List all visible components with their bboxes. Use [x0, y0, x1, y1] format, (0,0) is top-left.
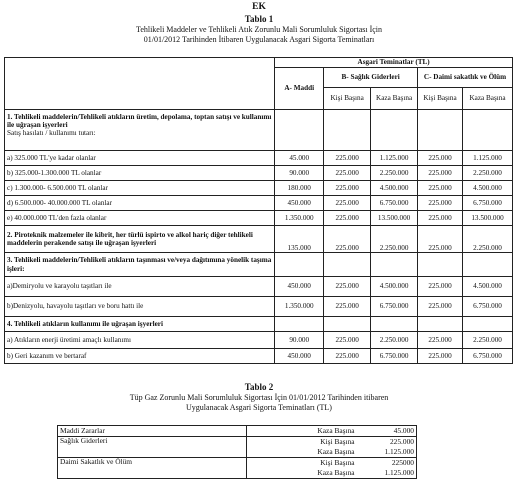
cell-daimi-kisi-value: 225000	[357, 458, 417, 469]
cell-c-kaza: 6.750.000	[463, 297, 513, 317]
cell-c-kisi: 225.000	[418, 196, 463, 211]
table1-title: Tablo 1	[244, 14, 274, 24]
cell-c-kaza: 2.250.000	[463, 226, 513, 253]
cell-maddi: 90.000	[275, 332, 324, 349]
section1-subheading: Satış hasılatı / kullanımı tutarı:	[7, 129, 96, 138]
cell-c-kisi: 225.000	[418, 332, 463, 349]
cell-b-kisi: 225.000	[324, 166, 371, 181]
cell-maddi: 450.000	[275, 349, 324, 364]
header-daimi: C- Daimi sakatlık ve Ölüm	[418, 68, 513, 88]
row-label: b) 325.000-1.300.000 TL olanlar	[5, 166, 275, 181]
cell-c-kisi: 225.000	[418, 211, 463, 226]
cell-b-kisi: 225.000	[324, 196, 371, 211]
table1-subtitle	[0, 25, 518, 44]
cell-maddi: 1.350.000	[275, 211, 324, 226]
cell-b-kaza: 2.250.000	[371, 226, 418, 253]
table2-title: Tablo 2	[244, 382, 274, 392]
row-label: a)Demiryolu ve karayolu taşıtları ile	[5, 277, 275, 297]
cell-c-kisi: 225.000	[418, 349, 463, 364]
header-maddi: A- Maddi	[275, 68, 324, 110]
cell-c-kaza: 6.750.000	[463, 349, 513, 364]
table2-subtitle	[0, 393, 518, 412]
header-c-kaza: Kaza Başına	[463, 88, 513, 110]
cell-c-kaza: 6.750.000	[463, 196, 513, 211]
cell-daimi-kisi-label: Kişi Başına	[247, 458, 357, 469]
section3-title: 3. Tehlikeli maddelerin/Tehlikeli atıkların taşınması ve/veya dağıtımına yönelik taşıma işleri:	[5, 253, 275, 277]
cell-c-kaza: 2.250.000	[463, 166, 513, 181]
table2	[57, 425, 417, 479]
table-row	[5, 349, 513, 364]
table-row	[58, 437, 417, 448]
cell-c-kaza: 4.500.000	[463, 277, 513, 297]
cell-daimi-kaza-value: 1.125.000	[357, 468, 417, 479]
row-label: a) Atıkların enerji üretimi amaçlı kullanımı	[5, 332, 275, 349]
table-row	[5, 226, 513, 253]
cell-b-kaza: 1.125.000	[371, 151, 418, 166]
cell-saglik-kaza-label: Kaza Başına	[247, 447, 357, 458]
section1-title	[5, 110, 275, 151]
cell-b-kisi: 225.000	[324, 297, 371, 317]
cell-c-kisi: 225.000	[418, 181, 463, 196]
row-label: c) 1.300.000- 6.500.000 TL olanlar	[5, 181, 275, 196]
cell-maddi: 135.000	[275, 226, 324, 253]
header-c-kisi: Kişi Başına	[418, 88, 463, 110]
header-b-kaza: Kaza Başına	[371, 88, 418, 110]
cell-maddi: 450.000	[275, 277, 324, 297]
cell-b-kaza: 13.500.000	[371, 211, 418, 226]
table-row	[58, 458, 417, 469]
cell-b-kaza: 6.750.000	[371, 196, 418, 211]
table-row	[5, 196, 513, 211]
cell-maddi-kaza-label: Kaza Başına	[247, 426, 357, 437]
cell-c-kisi: 225.000	[418, 166, 463, 181]
row-label: a) 325.000 TL'ye kadar olanlar	[5, 151, 275, 166]
table1	[4, 57, 513, 364]
cell-maddi: 450.000	[275, 196, 324, 211]
table-row	[58, 426, 417, 437]
table1-subtitle-line2: 01/01/2012 Tarihinden İtibaren Uygulanacak Asgari Sigorta Teminatları	[143, 34, 375, 44]
cell-c-kaza: 4.500.000	[463, 181, 513, 196]
section1-heading: 1. Tehlikeli maddelerin/Tehlikeli atıkların üretim, depolama, toptan satışı ve kullanımı ile uğraşan işyerleri	[7, 113, 272, 130]
cell-b-kisi: 225.000	[324, 181, 371, 196]
cell-maddi: 180.000	[275, 181, 324, 196]
table-row	[5, 297, 513, 317]
cell-maddi: 1.350.000	[275, 297, 324, 317]
cell-maddi-label: Maddi Zararlar	[58, 426, 247, 437]
table-row	[5, 166, 513, 181]
annex-label: EK	[252, 2, 266, 12]
cell-b-kisi: 225.000	[324, 211, 371, 226]
cell-c-kaza: 2.250.000	[463, 332, 513, 349]
cell-b-kaza: 2.250.000	[371, 332, 418, 349]
cell-b-kaza: 6.750.000	[371, 349, 418, 364]
table1-subtitle-line1: Tehlikeli Maddeler ve Tehlikeli Atık Zorunlu Mali Sorumluluk Sigortası İçin	[135, 25, 383, 34]
cell-maddi-kaza-value: 45.000	[357, 426, 417, 437]
cell-daimi-kaza-label: Kaza Başına	[247, 468, 357, 479]
cell-b-kisi: 225.000	[324, 349, 371, 364]
cell-b-kisi: 225.000	[324, 226, 371, 253]
cell-c-kisi: 225.000	[418, 226, 463, 253]
header-saglik: B- Sağlık Giderleri	[324, 68, 418, 88]
section4-title: 4. Tehlikeli atıkların kullanımı ile uğraşan işyerleri	[5, 317, 275, 332]
cell-c-kisi: 225.000	[418, 277, 463, 297]
table-row	[5, 211, 513, 226]
row-label: e) 40.000.000 TL'den fazla olanlar	[5, 211, 275, 226]
cell-b-kaza: 6.750.000	[371, 297, 418, 317]
table-row	[5, 277, 513, 297]
table-row	[5, 181, 513, 196]
cell-b-kisi: 225.000	[324, 332, 371, 349]
cell-c-kaza: 1.125.000	[463, 151, 513, 166]
table2-subtitle-line1: Tüp Gaz Zorunlu Mali Sorumluluk Sigortası İçin 01/01/2012 Tarihinden itibaren	[129, 393, 389, 402]
cell-saglik-label: Sağlık Giderleri	[58, 437, 247, 458]
table1-corner	[5, 58, 275, 110]
table-row	[5, 332, 513, 349]
cell-maddi: 45.000	[275, 151, 324, 166]
cell-b-kisi: 225.000	[324, 151, 371, 166]
cell-c-kaza: 13.500.000	[463, 211, 513, 226]
cell-b-kisi: 225.000	[324, 277, 371, 297]
header-b-kisi: Kişi Başına	[324, 88, 371, 110]
cell-saglik-kaza-value: 1.125.000	[357, 447, 417, 458]
cell-maddi: 90.000	[275, 166, 324, 181]
row-label: b)Denizyolu, havayolu taşıtları ve boru hattı ile	[5, 297, 275, 317]
cell-c-kisi: 225.000	[418, 297, 463, 317]
cell-daimi-label: Daimi Sakatlık ve Ölüm	[58, 458, 247, 479]
cell-b-kaza: 2.250.000	[371, 166, 418, 181]
section2-title: 2. Piroteknik malzemeler ile kibrit, her türlü ispirto ve alkol hariç diğer tehlikeli maddelerin perakende satışı ile uğraşan işyerleri	[5, 226, 275, 253]
table-row	[5, 151, 513, 166]
cell-saglik-kisi-label: Kişi Başına	[247, 437, 357, 448]
header-asgari: Asgari Teminatlar (TL)	[275, 58, 513, 68]
cell-c-kisi: 225.000	[418, 151, 463, 166]
table2-subtitle-line2: Uygulanacak Asgari Sigorta Teminatları (TL)	[186, 402, 332, 412]
row-label: d) 6.500.000- 40.000.000 TL olanlar	[5, 196, 275, 211]
row-label: b) Geri kazanım ve bertaraf	[5, 349, 275, 364]
cell-saglik-kisi-value: 225.000	[357, 437, 417, 448]
cell-b-kaza: 4.500.000	[371, 277, 418, 297]
cell-b-kaza: 4.500.000	[371, 181, 418, 196]
